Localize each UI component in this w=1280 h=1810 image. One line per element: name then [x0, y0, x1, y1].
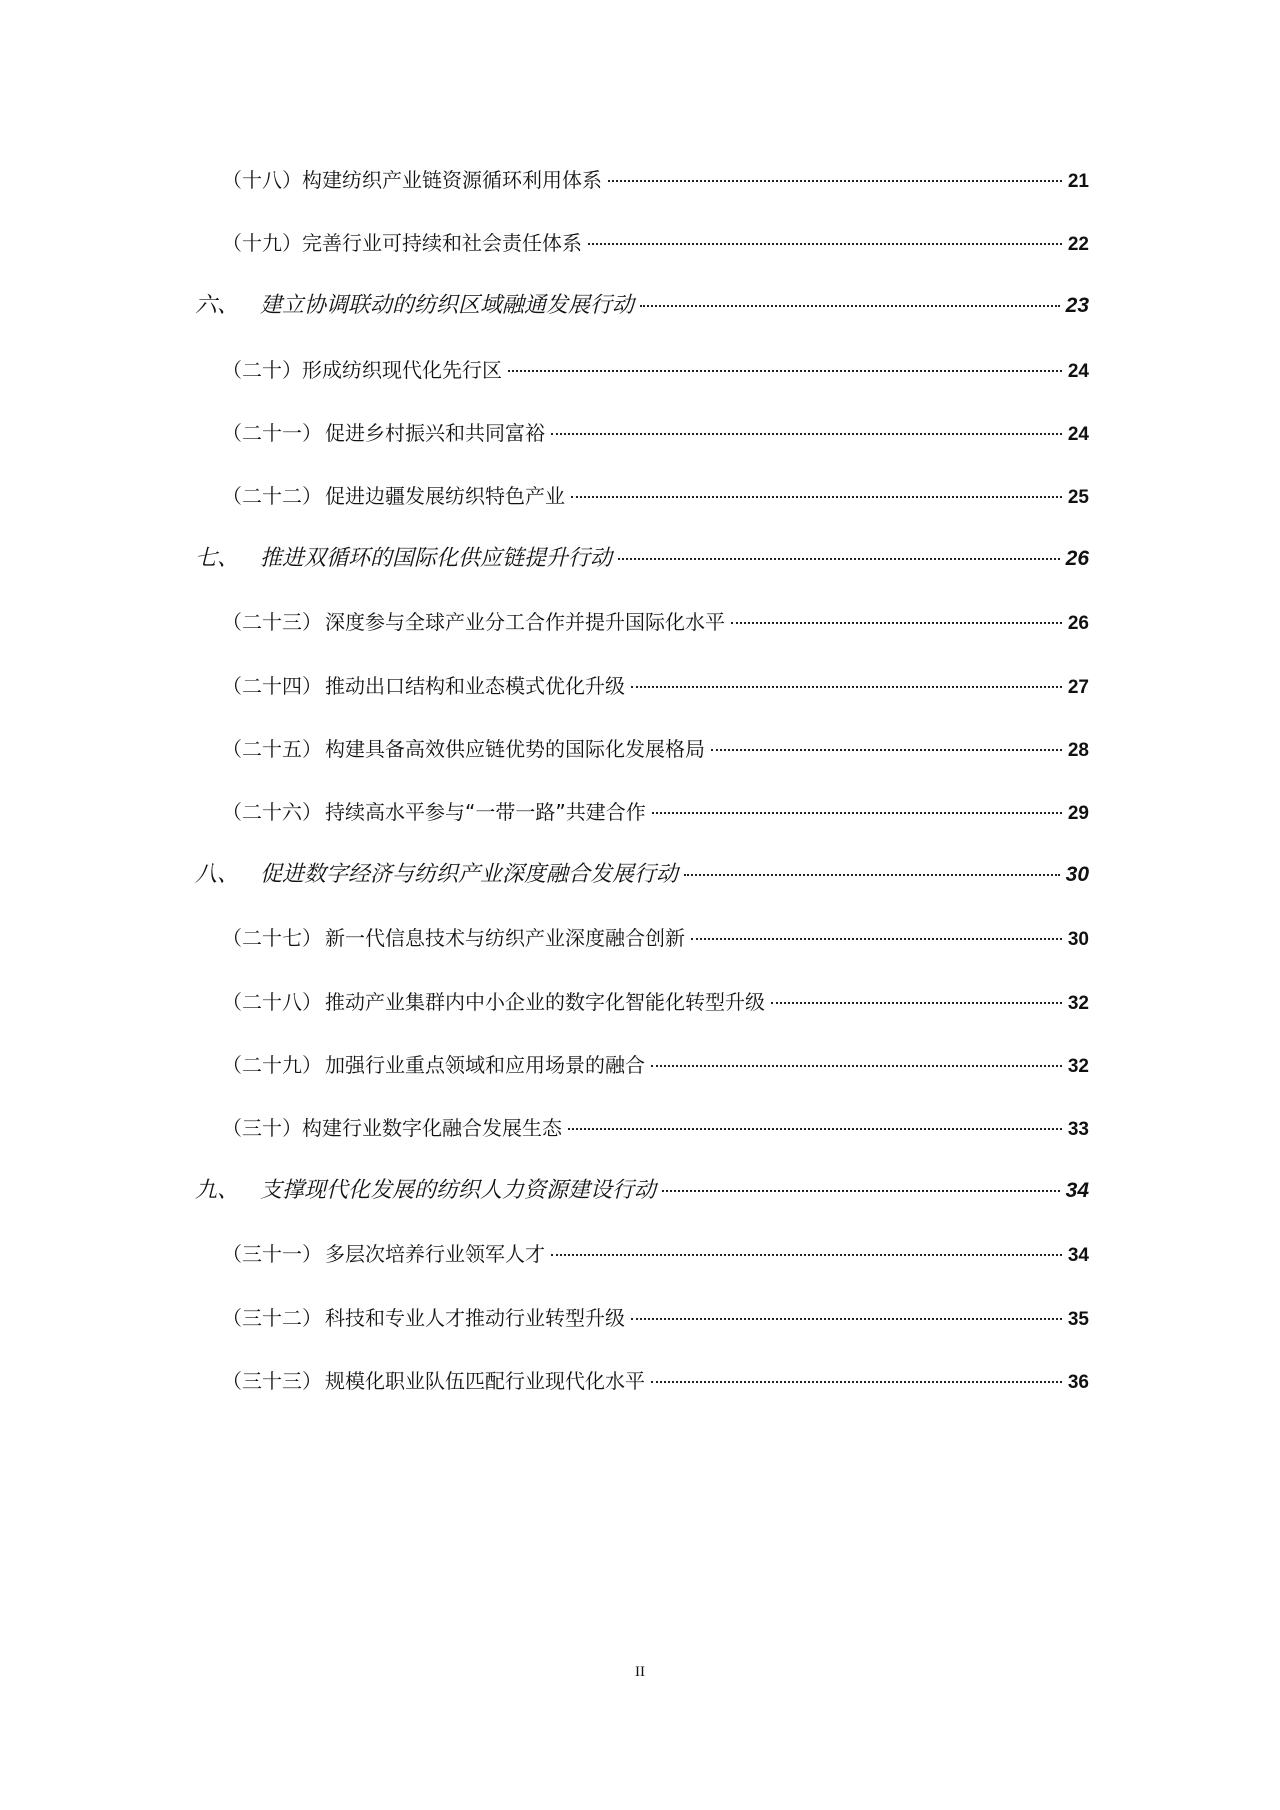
toc-entry-title: 促进边疆发展纺织特色产业 — [325, 484, 565, 508]
toc-section-entry[interactable] — [222, 165, 1089, 195]
toc-section-entry[interactable] — [222, 1050, 1089, 1080]
toc-entry-page-number: 25 — [1067, 487, 1089, 508]
toc-entry-page-number: 35 — [1067, 1308, 1089, 1330]
toc-section-entry[interactable] — [222, 734, 1089, 764]
toc-dot-leader — [711, 749, 1062, 751]
toc-entry-page-number: 34 — [1067, 1245, 1089, 1267]
toc-entry-title: 持续高水平参与“一带一路”共建合作 — [325, 800, 646, 824]
toc-entry-page-number: 27 — [1067, 676, 1089, 698]
toc-entry-page-number: 32 — [1067, 1055, 1089, 1077]
toc-entry-title: 构建行业数字化融合发展生态 — [302, 1116, 562, 1140]
toc-entry-number: （三十一） — [222, 1242, 322, 1267]
toc-entry-page-number: 24 — [1067, 423, 1089, 445]
toc-entry-page-number: 33 — [1067, 1119, 1089, 1140]
toc-section-entry[interactable] — [222, 1303, 1089, 1333]
toc-entry-title: 形成纺织现代化先行区 — [302, 357, 502, 382]
page-footer-number: II — [635, 1664, 645, 1680]
toc-section-entry[interactable] — [222, 481, 1089, 511]
toc-dot-leader — [662, 1190, 1060, 1192]
toc-entry-title: 加强行业重点领域和应用场景的融合 — [325, 1052, 645, 1077]
toc-entry-title: 构建具备高效供应链优势的国际化发展格局 — [325, 736, 705, 761]
toc-entry-title: 建立协调联动的纺织区域融通发展行动 — [260, 293, 635, 319]
toc-dot-leader — [651, 1381, 1062, 1383]
toc-entry-title: 规模化职业队伍匹配行业现代化水平 — [325, 1368, 645, 1393]
toc-entry-title: 构建纺织产业链资源循环利用体系 — [302, 168, 602, 192]
toc-entry-number: （二十五） — [222, 736, 322, 761]
toc-dot-leader — [508, 370, 1062, 372]
toc-dot-leader — [731, 622, 1062, 624]
toc-dot-leader — [631, 686, 1062, 688]
toc-entry-number: 九、 — [195, 1178, 240, 1204]
toc-entry-page-number: 21 — [1067, 171, 1089, 192]
toc-chapter-entry[interactable] — [195, 291, 1089, 321]
toc-entry-number: （二十九） — [222, 1052, 322, 1077]
toc-dot-leader — [651, 1065, 1062, 1067]
toc-section-entry[interactable] — [222, 671, 1089, 701]
toc-entry-number: （二十二） — [222, 484, 322, 508]
toc-entry-number: （二十三） — [222, 610, 322, 635]
toc-entry-page-number: 36 — [1067, 1371, 1089, 1393]
toc-dot-leader — [631, 1318, 1062, 1320]
toc-entry-number: （三十） — [222, 1116, 302, 1140]
toc-section-entry[interactable] — [222, 418, 1089, 448]
toc-entry-number: （三十二） — [222, 1305, 322, 1330]
toc-entry-title: 新一代信息技术与纺织产业深度融合创新 — [325, 926, 685, 951]
toc-entry-number: 六、 — [195, 293, 240, 319]
toc-dot-leader — [618, 558, 1060, 560]
toc-dot-leader — [551, 433, 1062, 435]
toc-entry-title: 推动出口结构和业态模式优化升级 — [325, 673, 625, 698]
toc-section-entry[interactable] — [222, 1239, 1089, 1269]
toc-dot-leader — [771, 1002, 1062, 1004]
toc-entry-page-number: 32 — [1067, 992, 1089, 1014]
toc-entry-page-number: 29 — [1067, 803, 1089, 824]
toc-section-entry[interactable] — [222, 228, 1089, 258]
toc-entry-page-number: 30 — [1065, 863, 1089, 887]
toc-entry-page-number: 30 — [1067, 929, 1089, 951]
toc-dot-leader — [568, 1128, 1062, 1130]
toc-chapter-entry[interactable] — [195, 860, 1089, 890]
toc-entry-number: （二十） — [222, 357, 302, 382]
toc-entry-number: （三十三） — [222, 1368, 322, 1393]
toc-chapter-entry[interactable] — [195, 1176, 1089, 1206]
toc-section-entry[interactable] — [222, 1366, 1089, 1396]
toc-entry-number: （二十八） — [222, 989, 322, 1014]
toc-dot-leader — [551, 1254, 1062, 1256]
toc-entry-title: 促进数字经济与纺织产业深度融合发展行动 — [260, 862, 679, 888]
toc-dot-leader — [588, 243, 1062, 245]
toc-entry-number: （二十六） — [222, 800, 322, 824]
toc-dot-leader — [640, 305, 1060, 307]
toc-entry-title: 多层次培养行业领军人才 — [325, 1242, 545, 1267]
toc-section-entry[interactable] — [222, 987, 1089, 1017]
toc-entry-number: （十九） — [222, 231, 302, 256]
toc-section-entry[interactable] — [222, 607, 1089, 637]
toc-entry-title: 推动产业集群内中小企业的数字化智能化转型升级 — [325, 989, 765, 1014]
toc-entry-page-number: 26 — [1067, 613, 1089, 635]
toc-section-entry[interactable] — [222, 923, 1089, 953]
toc-dot-leader — [691, 938, 1062, 940]
toc-entry-page-number: 24 — [1067, 360, 1089, 382]
toc-entry-number: （二十七） — [222, 926, 322, 951]
toc-entry-number: 八、 — [195, 862, 240, 888]
toc-entry-number: （二十一） — [222, 420, 322, 445]
toc-entry-page-number: 28 — [1067, 739, 1089, 761]
toc-entry-title: 支撑现代化发展的纺织人力资源建设行动 — [260, 1178, 657, 1204]
toc-section-entry[interactable] — [222, 797, 1089, 827]
toc-entry-title: 完善行业可持续和社会责任体系 — [302, 231, 582, 256]
toc-entry-title: 科技和专业人才推动行业转型升级 — [325, 1305, 625, 1330]
toc-section-entry[interactable] — [222, 1113, 1089, 1143]
toc-dot-leader — [652, 812, 1062, 814]
toc-entry-page-number: 22 — [1067, 234, 1089, 256]
toc-entry-page-number: 23 — [1065, 294, 1089, 318]
toc-entry-page-number: 26 — [1065, 547, 1089, 571]
toc-dot-leader — [684, 874, 1060, 876]
toc-entry-title: 推进双循环的国际化供应链提升行动 — [260, 546, 613, 572]
toc-entry-number: （十八） — [222, 168, 302, 192]
toc-dot-leader — [571, 496, 1062, 498]
toc-dot-leader — [608, 180, 1062, 182]
toc-entry-title: 深度参与全球产业分工合作并提升国际化水平 — [325, 610, 725, 635]
toc-section-entry[interactable] — [222, 355, 1089, 385]
toc-chapter-entry[interactable] — [195, 544, 1089, 574]
toc-entry-page-number: 34 — [1065, 1179, 1089, 1203]
toc-entry-number: 七、 — [195, 546, 240, 572]
toc-entry-title: 促进乡村振兴和共同富裕 — [325, 420, 545, 445]
toc-entry-number: （二十四） — [222, 673, 322, 698]
